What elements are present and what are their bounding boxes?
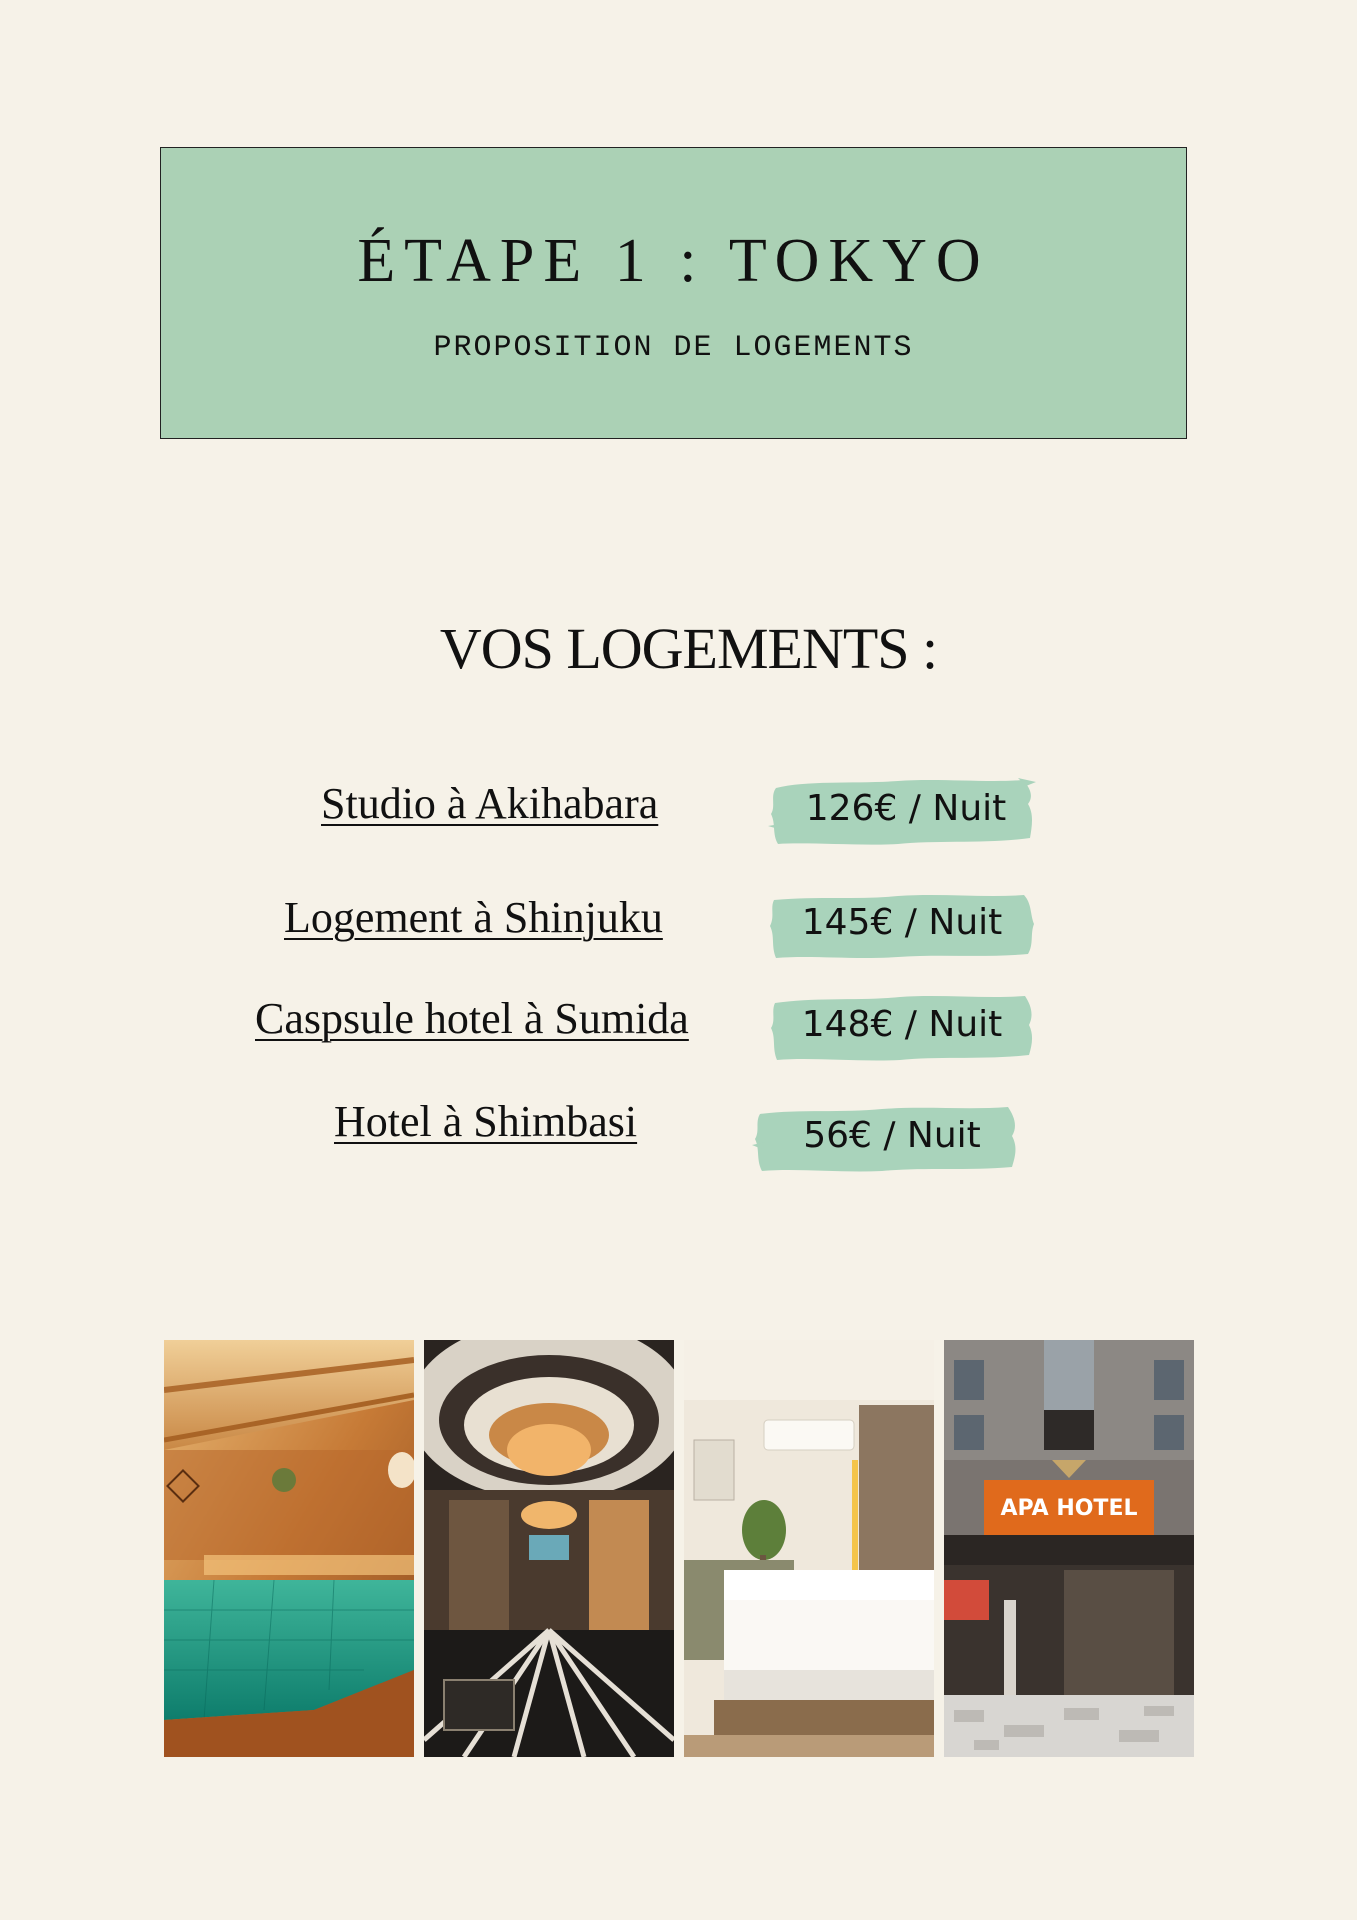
photo-apa-hotel-facade <box>944 1340 1194 1757</box>
accommodation-link-sumida[interactable]: Caspsule hotel à Sumida <box>255 994 689 1043</box>
page-subtitle: PROPOSITION DE LOGEMENTS <box>433 331 914 365</box>
price-text: 126€ / Nuit <box>805 788 1007 829</box>
page-title: ÉTAPE 1 : TOKYO <box>357 227 990 295</box>
section-title: VOS LOGEMENTS : <box>439 616 938 681</box>
price-badge <box>768 888 1036 962</box>
photo-pool-room <box>164 1340 414 1757</box>
price-text: 56€ / Nuit <box>803 1115 981 1156</box>
header-box <box>160 147 1187 439</box>
accommodation-link-shinjuku[interactable]: Logement à Shinjuku <box>284 893 663 942</box>
hotel-sign-text: APA HOTEL <box>1000 1496 1138 1521</box>
price-badge <box>768 774 1036 848</box>
price-text: 145€ / Nuit <box>801 902 1003 943</box>
photo-chandelier-lobby <box>424 1340 674 1757</box>
price-badge <box>768 990 1036 1064</box>
accommodation-link-akihabara[interactable]: Studio à Akihabara <box>321 779 659 828</box>
price-badge <box>752 1101 1020 1175</box>
photo-bedroom <box>684 1340 934 1757</box>
accommodation-link-shimbasi[interactable]: Hotel à Shimbasi <box>334 1097 638 1146</box>
price-text: 148€ / Nuit <box>801 1004 1003 1045</box>
